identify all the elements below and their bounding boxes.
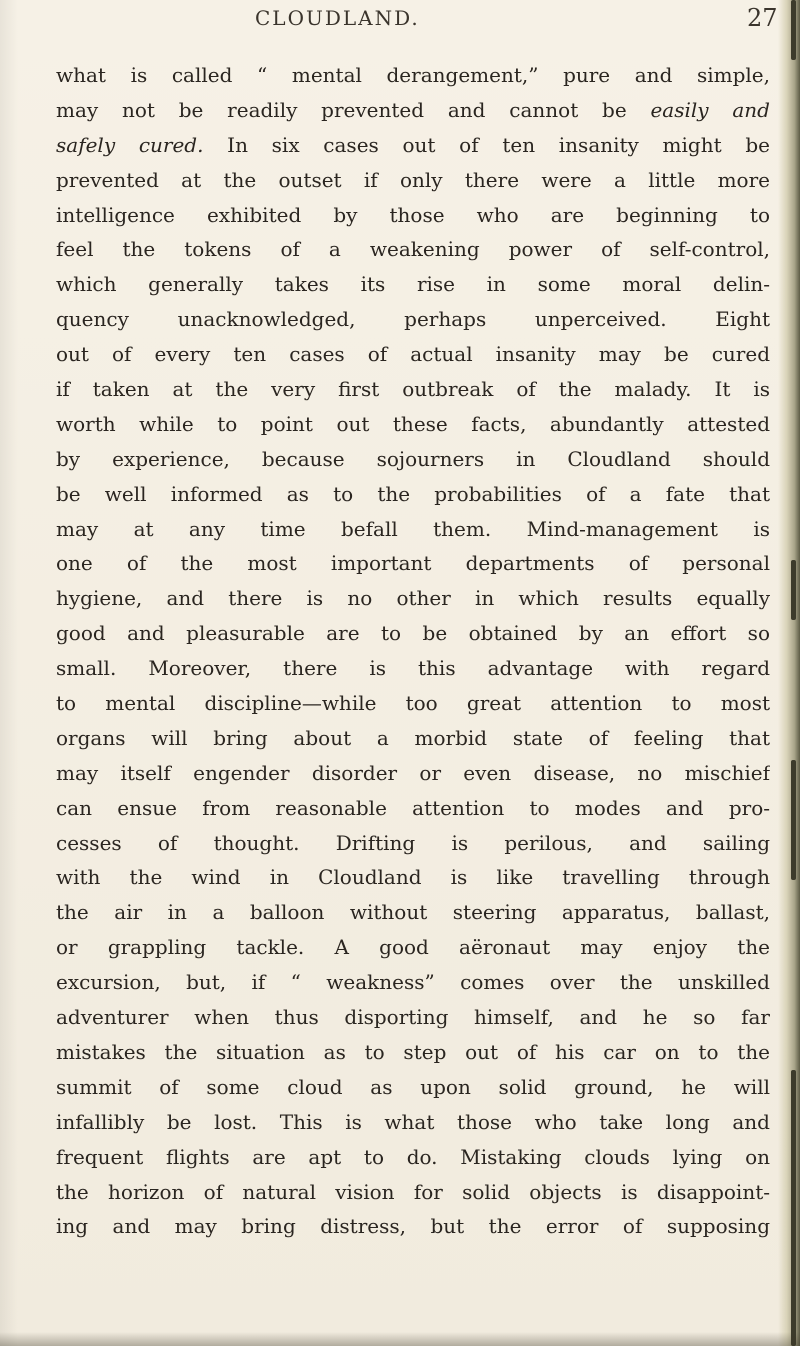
text-line: infallibly be lost. This is what those who take long and bbox=[56, 1109, 770, 1134]
text-line: by experience, because sojourners in Cloudland should bbox=[56, 446, 770, 471]
text-line: if taken at the very first outbreak of the malady. It is bbox=[56, 377, 770, 402]
text-line: intelligence exhibited by those who are beginning to bbox=[56, 202, 770, 227]
text-line: excursion, but, if “ weakness” comes over the unskilled bbox=[56, 970, 770, 995]
text-line: summit of some cloud as upon solid ground, he will bbox=[56, 1074, 770, 1099]
text-line: can ensue from reasonable attention to modes and pro- bbox=[56, 795, 770, 820]
text-line: worth while to point out these facts, abundantly attested bbox=[56, 411, 770, 436]
running-head bbox=[0, 6, 800, 36]
text-line: mistakes the situation as to step out of his car on to the bbox=[56, 1039, 770, 1064]
text-line: the air in a balloon without steering apparatus, ballast, bbox=[56, 900, 770, 925]
text-line: or grappling tackle. A good aëronaut may enjoy the bbox=[56, 935, 770, 960]
text-line: safely cured. In six cases out of ten insanity might be bbox=[56, 132, 770, 157]
text-line: prevented at the outset if only there were a little more bbox=[56, 167, 770, 192]
page-number: 27 bbox=[747, 4, 778, 32]
text-line: may itself engender disorder or even disease, no mischief bbox=[56, 760, 770, 785]
text-line: which generally takes its rise in some moral delin- bbox=[56, 272, 770, 297]
body-text bbox=[56, 58, 770, 1244]
running-title: CLOUDLAND. bbox=[255, 6, 420, 30]
text-line: ing and may bring distress, but the error of supposing bbox=[56, 1214, 770, 1239]
text-line: cesses of thought. Drifting is perilous, and sailing bbox=[56, 830, 770, 855]
text-line: hygiene, and there is no other in which results equally bbox=[56, 586, 770, 611]
text-line: quency unacknowledged, perhaps unperceived. Eight bbox=[56, 307, 770, 332]
italic-phrase: safely cured. bbox=[56, 132, 204, 157]
text-line: adventurer when thus disporting himself, and he so far bbox=[56, 1005, 770, 1030]
text-line: the horizon of natural vision for solid objects is disappoint- bbox=[56, 1179, 770, 1204]
page-bottom-edge bbox=[0, 1332, 800, 1346]
italic-phrase: easily and bbox=[650, 97, 770, 122]
binding-edge bbox=[778, 0, 800, 1346]
text-line: frequent flights are apt to do. Mistaking clouds lying on bbox=[56, 1144, 770, 1169]
text-line: feel the tokens of a weakening power of self-control, bbox=[56, 237, 770, 262]
text-line: may not be readily prevented and cannot be easily and bbox=[56, 97, 770, 122]
text-line: what is called “ mental derangement,” pure and simple, bbox=[56, 63, 770, 87]
text-line: small. Moreover, there is this advantage with regard bbox=[56, 656, 770, 681]
text-line: may at any time befall them. Mind-management is bbox=[56, 516, 770, 541]
text-line: be well informed as to the probabilities of a fate that bbox=[56, 481, 770, 506]
text-line: organs will bring about a morbid state of feeling that bbox=[56, 725, 770, 750]
text-line: with the wind in Cloudland is like travelling through bbox=[56, 865, 770, 890]
text-line: to mental discipline—while too great attention to most bbox=[56, 691, 770, 716]
text-line: out of every ten cases of actual insanity may be cured bbox=[56, 342, 770, 367]
text-line: good and pleasurable are to be obtained by an effort so bbox=[56, 621, 770, 646]
text-line: one of the most important departments of personal bbox=[56, 551, 770, 576]
